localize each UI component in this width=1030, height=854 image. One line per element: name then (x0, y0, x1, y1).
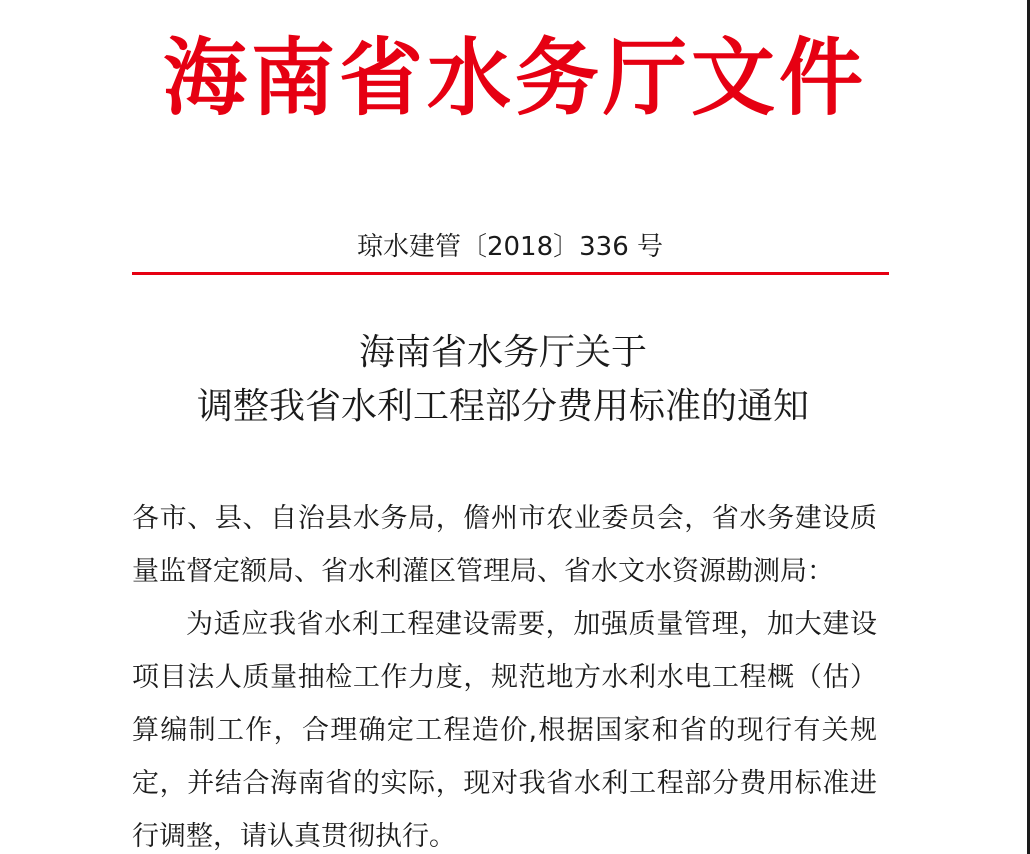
title-line-1: 海南省水务厅关于 (358, 332, 647, 373)
red-divider-line (132, 272, 889, 275)
document-title (0, 326, 1006, 434)
document-body (132, 492, 877, 854)
document-header: 海南省水务厅文件 (162, 28, 867, 127)
document-number: 琼水建管〔2018〕336 号 (356, 232, 664, 262)
title-line-2: 调整我省水利工程部分费用标准的通知 (196, 386, 809, 427)
body-paragraph: 为适应我省水利工程建设需要，加强质量管理，加大建设项目法人质量抽检工作力度，规范地方水利水电工程概（估）算编制工作，合理确定工程造价,根据国家和省的现行有关规定，并结合海南省的实际，现对我省水利工程部分费用标准进行调整，请认真贯彻执行。 (132, 609, 877, 852)
addressee-paragraph: 各市、县、自治县水务局，儋州市农业委员会，省水务建设质量监督定额局、省水利灌区管理局、省水文水资源勘测局： (132, 503, 877, 587)
